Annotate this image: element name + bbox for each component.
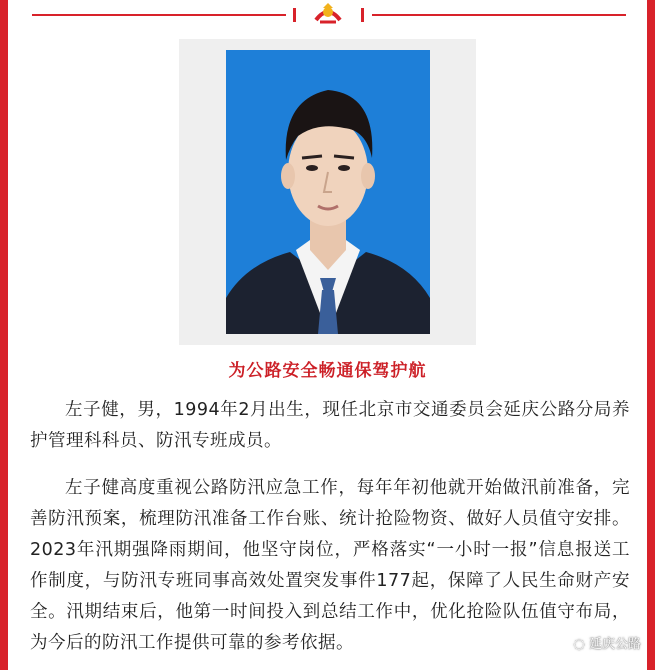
left-red-border — [0, 0, 8, 670]
header-tick-right — [361, 8, 364, 22]
bio-paragraph: 左子健，男，1994年2月出生，现任北京市交通委员会延庆公路分局养护管理科科员、防汛专班成员。 — [30, 400, 630, 451]
watermark — [574, 633, 642, 652]
work-paragraph: 左子健高度重视公路防汛应急工作，每年年初他就开始做汛前准备，完善防汛预案，梳理防汛准备工作台账、统计抢险物资、做好人员值守安排。2023年汛期强降雨期间，他坚守岗位，严格落实“一小时一报”信息报送工作制度，与防汛专班同事高效处置突发事件177起，保障了人民生命财产安全。汛期结束后，他第一时间投入到总结工作中，优化抢险队伍值守布局，为今后的防汛工作提供可靠的参考依据。 — [30, 478, 630, 653]
watermark-text: 延庆公路 — [588, 637, 641, 652]
header-divider-left — [32, 14, 286, 16]
chat-bubble-icon: ◌ — [573, 637, 585, 652]
portrait-photo — [226, 50, 430, 334]
header-divider-right — [372, 14, 626, 16]
party-emblem-icon — [310, 0, 346, 26]
right-red-border — [647, 0, 655, 670]
photo-caption: 为公路安全畅通保驾护航 — [228, 361, 427, 381]
header-tick-left — [293, 8, 296, 22]
